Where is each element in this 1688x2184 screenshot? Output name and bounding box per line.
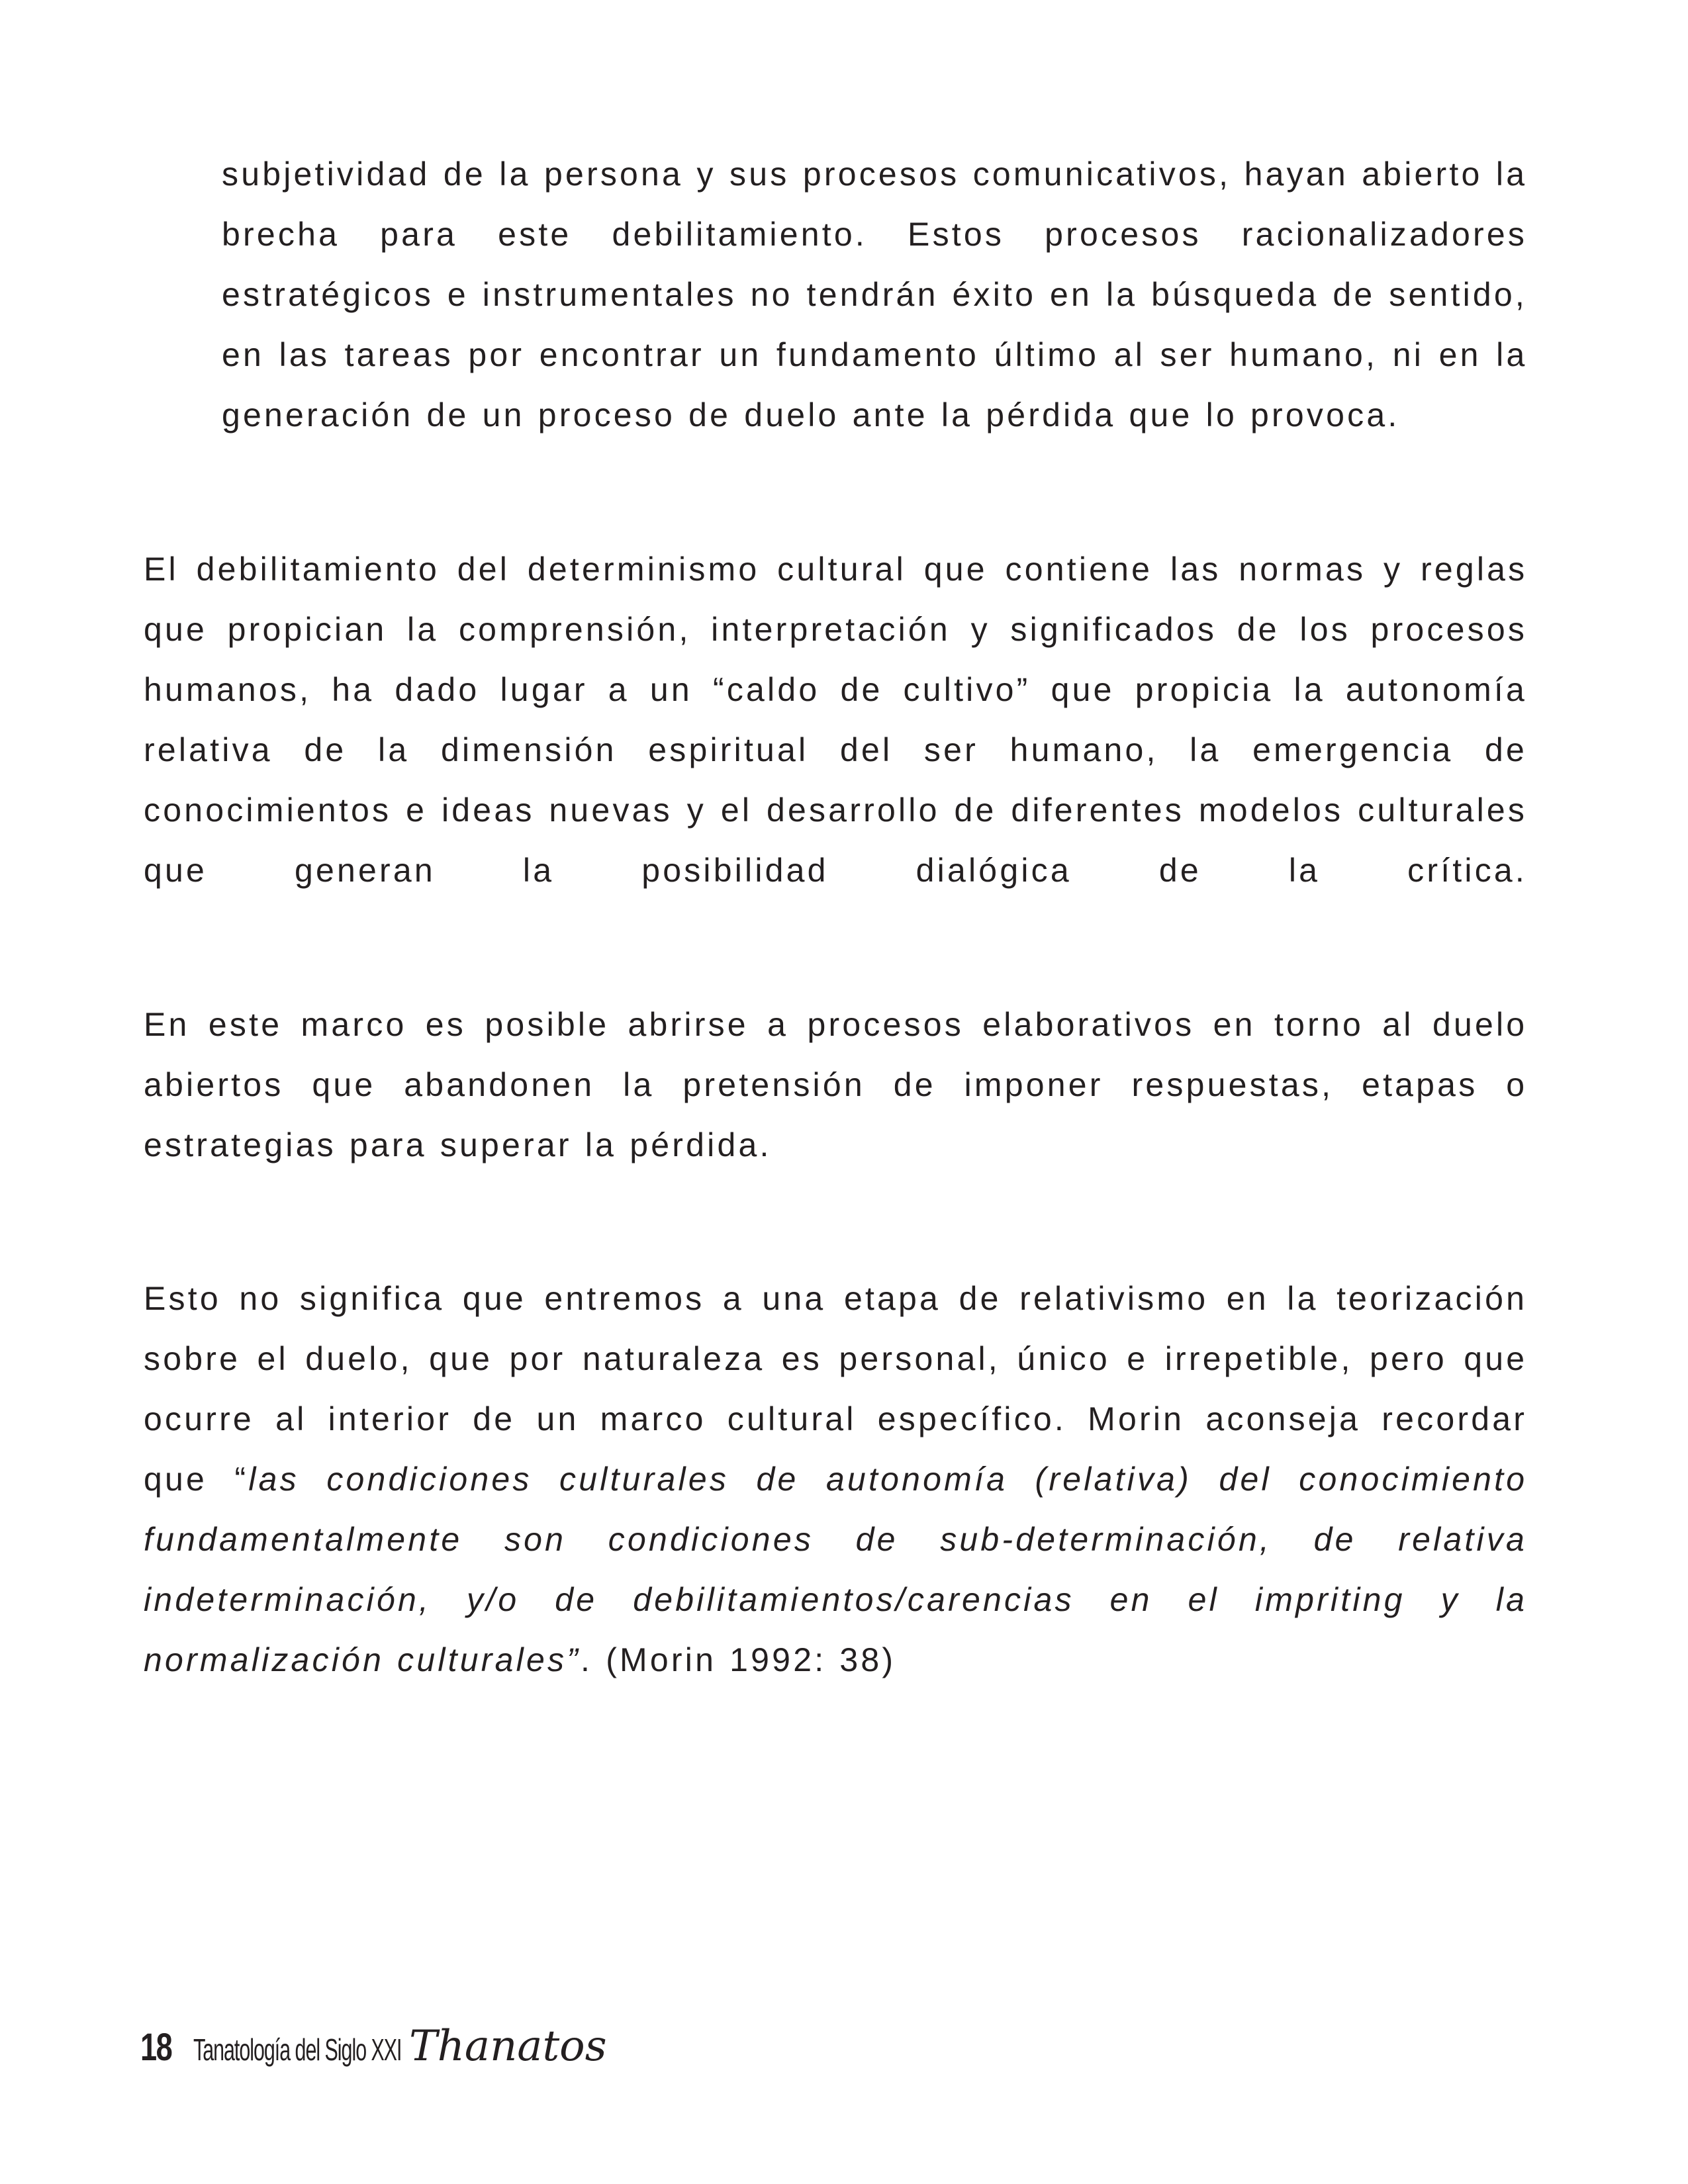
text-line: estrategias para superar la pérdida. xyxy=(144,1126,772,1163)
paragraph-morin-quote xyxy=(144,1269,1527,1690)
text-line xyxy=(144,1630,1527,1690)
text-line: El debilitamiento del determinismo cultural que contiene las normas y reglas xyxy=(144,551,1528,588)
text-line: sobre el duelo, que por naturaleza es personal, único e irrepetible, pero que xyxy=(144,1340,1528,1377)
quote-italic-line: fundamentalmente son condiciones de sub-determinación, de relativa xyxy=(144,1521,1528,1558)
text-line: Esto no significa que entremos a una etapa de relativismo en la teorización xyxy=(144,1280,1528,1317)
quote-italic: las condiciones culturales de autonomía (relativa) del conocimiento xyxy=(248,1461,1528,1498)
quote-italic-line: indeterminación, y/o de debilitamientos/carencias en el impriting y la xyxy=(144,1581,1528,1618)
paragraph-debilitamiento xyxy=(144,539,1527,901)
paragraph-indented-quote-continuation xyxy=(222,144,1527,445)
paragraph-marco xyxy=(144,995,1527,1175)
text-line: brecha para este debilitamiento. Estos procesos racionalizadores xyxy=(222,216,1528,253)
text-line: relativa de la dimensión espiritual del ser humano, la emergencia de xyxy=(144,731,1527,768)
citation: . (Morin 1992: 38) xyxy=(581,1641,896,1678)
page-number: 18 xyxy=(140,2026,172,2069)
text-line: que generan la posibilidad dialógica de la crítica. xyxy=(144,852,1527,889)
text-line: conocimientos e ideas nuevas y el desarrollo de diferentes modelos culturales xyxy=(144,792,1528,829)
text-line: en las tareas por encontrar un fundamento último al ser humano, ni en la xyxy=(222,336,1528,373)
text-line: humanos, ha dado lugar a un “caldo de cultivo” que propicia la autonomía xyxy=(144,671,1528,708)
text-line: En este marco es posible abrirse a procesos elaborativos en torno al duelo xyxy=(144,1006,1528,1043)
journal-name: Tanatología del Siglo XXI xyxy=(193,2032,402,2067)
text-line: estratégicos e instrumentales no tendrán éxito en la búsqueda de sentido, xyxy=(222,276,1527,313)
text-line: abiertos que abandonen la pretensión de imponer respuestas, etapas o xyxy=(144,1066,1528,1103)
journal-logo: Thanatos xyxy=(409,2022,607,2071)
page-footer xyxy=(140,2022,607,2081)
text-line: que propician la comprensión, interpretación y significados de los procesos xyxy=(144,611,1528,648)
text-line: generación de un proceso de duelo ante la pérdida que lo provoca. xyxy=(222,396,1400,433)
text-line xyxy=(144,1449,1527,1510)
text-plain: que “ xyxy=(144,1461,249,1498)
quote-italic: normalización culturales” xyxy=(144,1641,581,1678)
text-line: subjetividad de la persona y sus procesos comunicativos, hayan abierto la xyxy=(222,156,1528,193)
text-line: ocurre al interior de un marco cultural específico. Morin aconseja recordar xyxy=(144,1400,1528,1437)
